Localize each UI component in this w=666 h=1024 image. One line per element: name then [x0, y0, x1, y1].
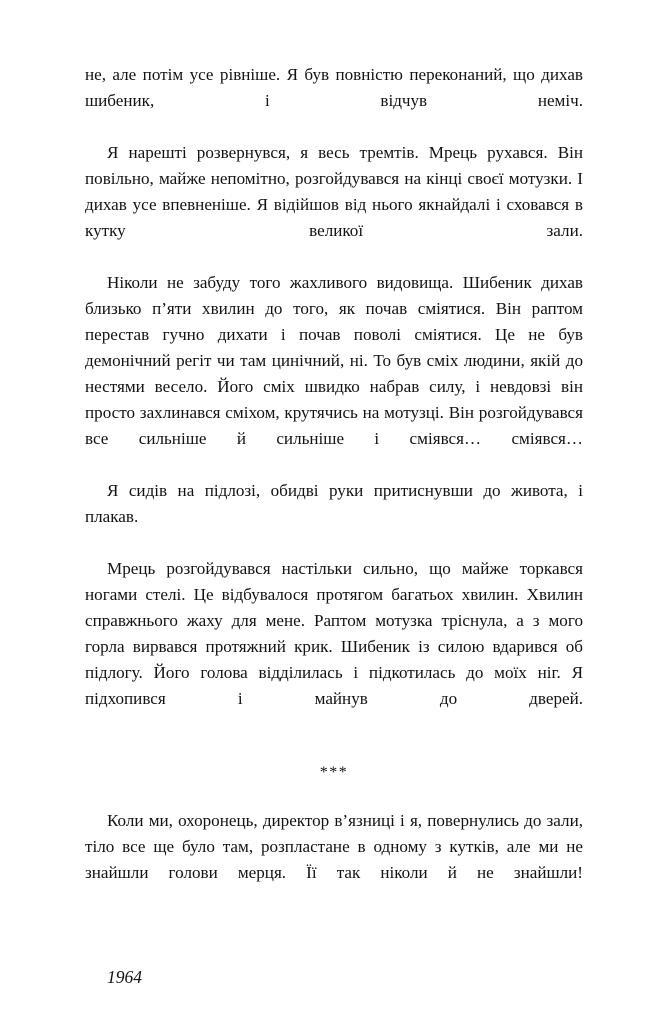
year-line: 1964: [107, 967, 142, 987]
divider-bottom-spacer: [85, 786, 583, 808]
paragraph: не, але потім усе рівніше. Я був повністю переконаний, що дихав шибеник, і відчув неміч.: [85, 65, 583, 110]
paragraph: Я нарешті розвернувся, я весь тремтів. Мрець рухався. Він повільно, майже непомітно, розгойдувався на кінці своєї мотузки. І дихав усе впевненіше. Я відійшов від нього якнайдалі і сховався в кутку великої зали.: [85, 143, 583, 240]
year-top-spacer: [85, 912, 583, 964]
divider-top-spacer: [85, 738, 583, 760]
paragraph: Я сидів на підлозі, обидві руки притиснувши до живота, і плакав.: [85, 481, 583, 526]
section-divider: ***: [319, 764, 349, 781]
paragraph: Коли ми, охоронець, директор в’язниці і я, повернулись до зали, тіло все ще було там, розпластане в одному з кутків, але ми не знайшли голови мерця. Її так ніколи й не знайшли!: [85, 811, 583, 882]
paragraph: Ніколи не забуду того жахливого видовища. Шибеник дихав близько п’яти хвилин до того, як почав сміятися. Він раптом перестав гучно дихати і почав поволі сміятися. Це не був демонічний регіт чи там цинічний, ні. То був сміх людини, якій до нестями весело. Його сміх швидко набрав силу, і невдовзі він просто захлинався сміхом, крутячись на мотузці. Він розгойдувався все сильніше й сильніше і сміявся… сміявся…: [85, 273, 583, 448]
page-text-block: [85, 62, 583, 990]
paragraph: Мрець розгойдувався настільки сильно, що майже торкався ногами стелі. Це відбувалося протягом багатьох хвилин. Хвилин справжнього жаху для мене. Раптом мотузка тріснула, а з мого горла вирвався протяжний крик. Шибеник із силою вдарився об підлогу. Його голова відділилась і підкотилась до моїх ніг. Я підхопився і майнув до дверей.: [85, 559, 583, 708]
